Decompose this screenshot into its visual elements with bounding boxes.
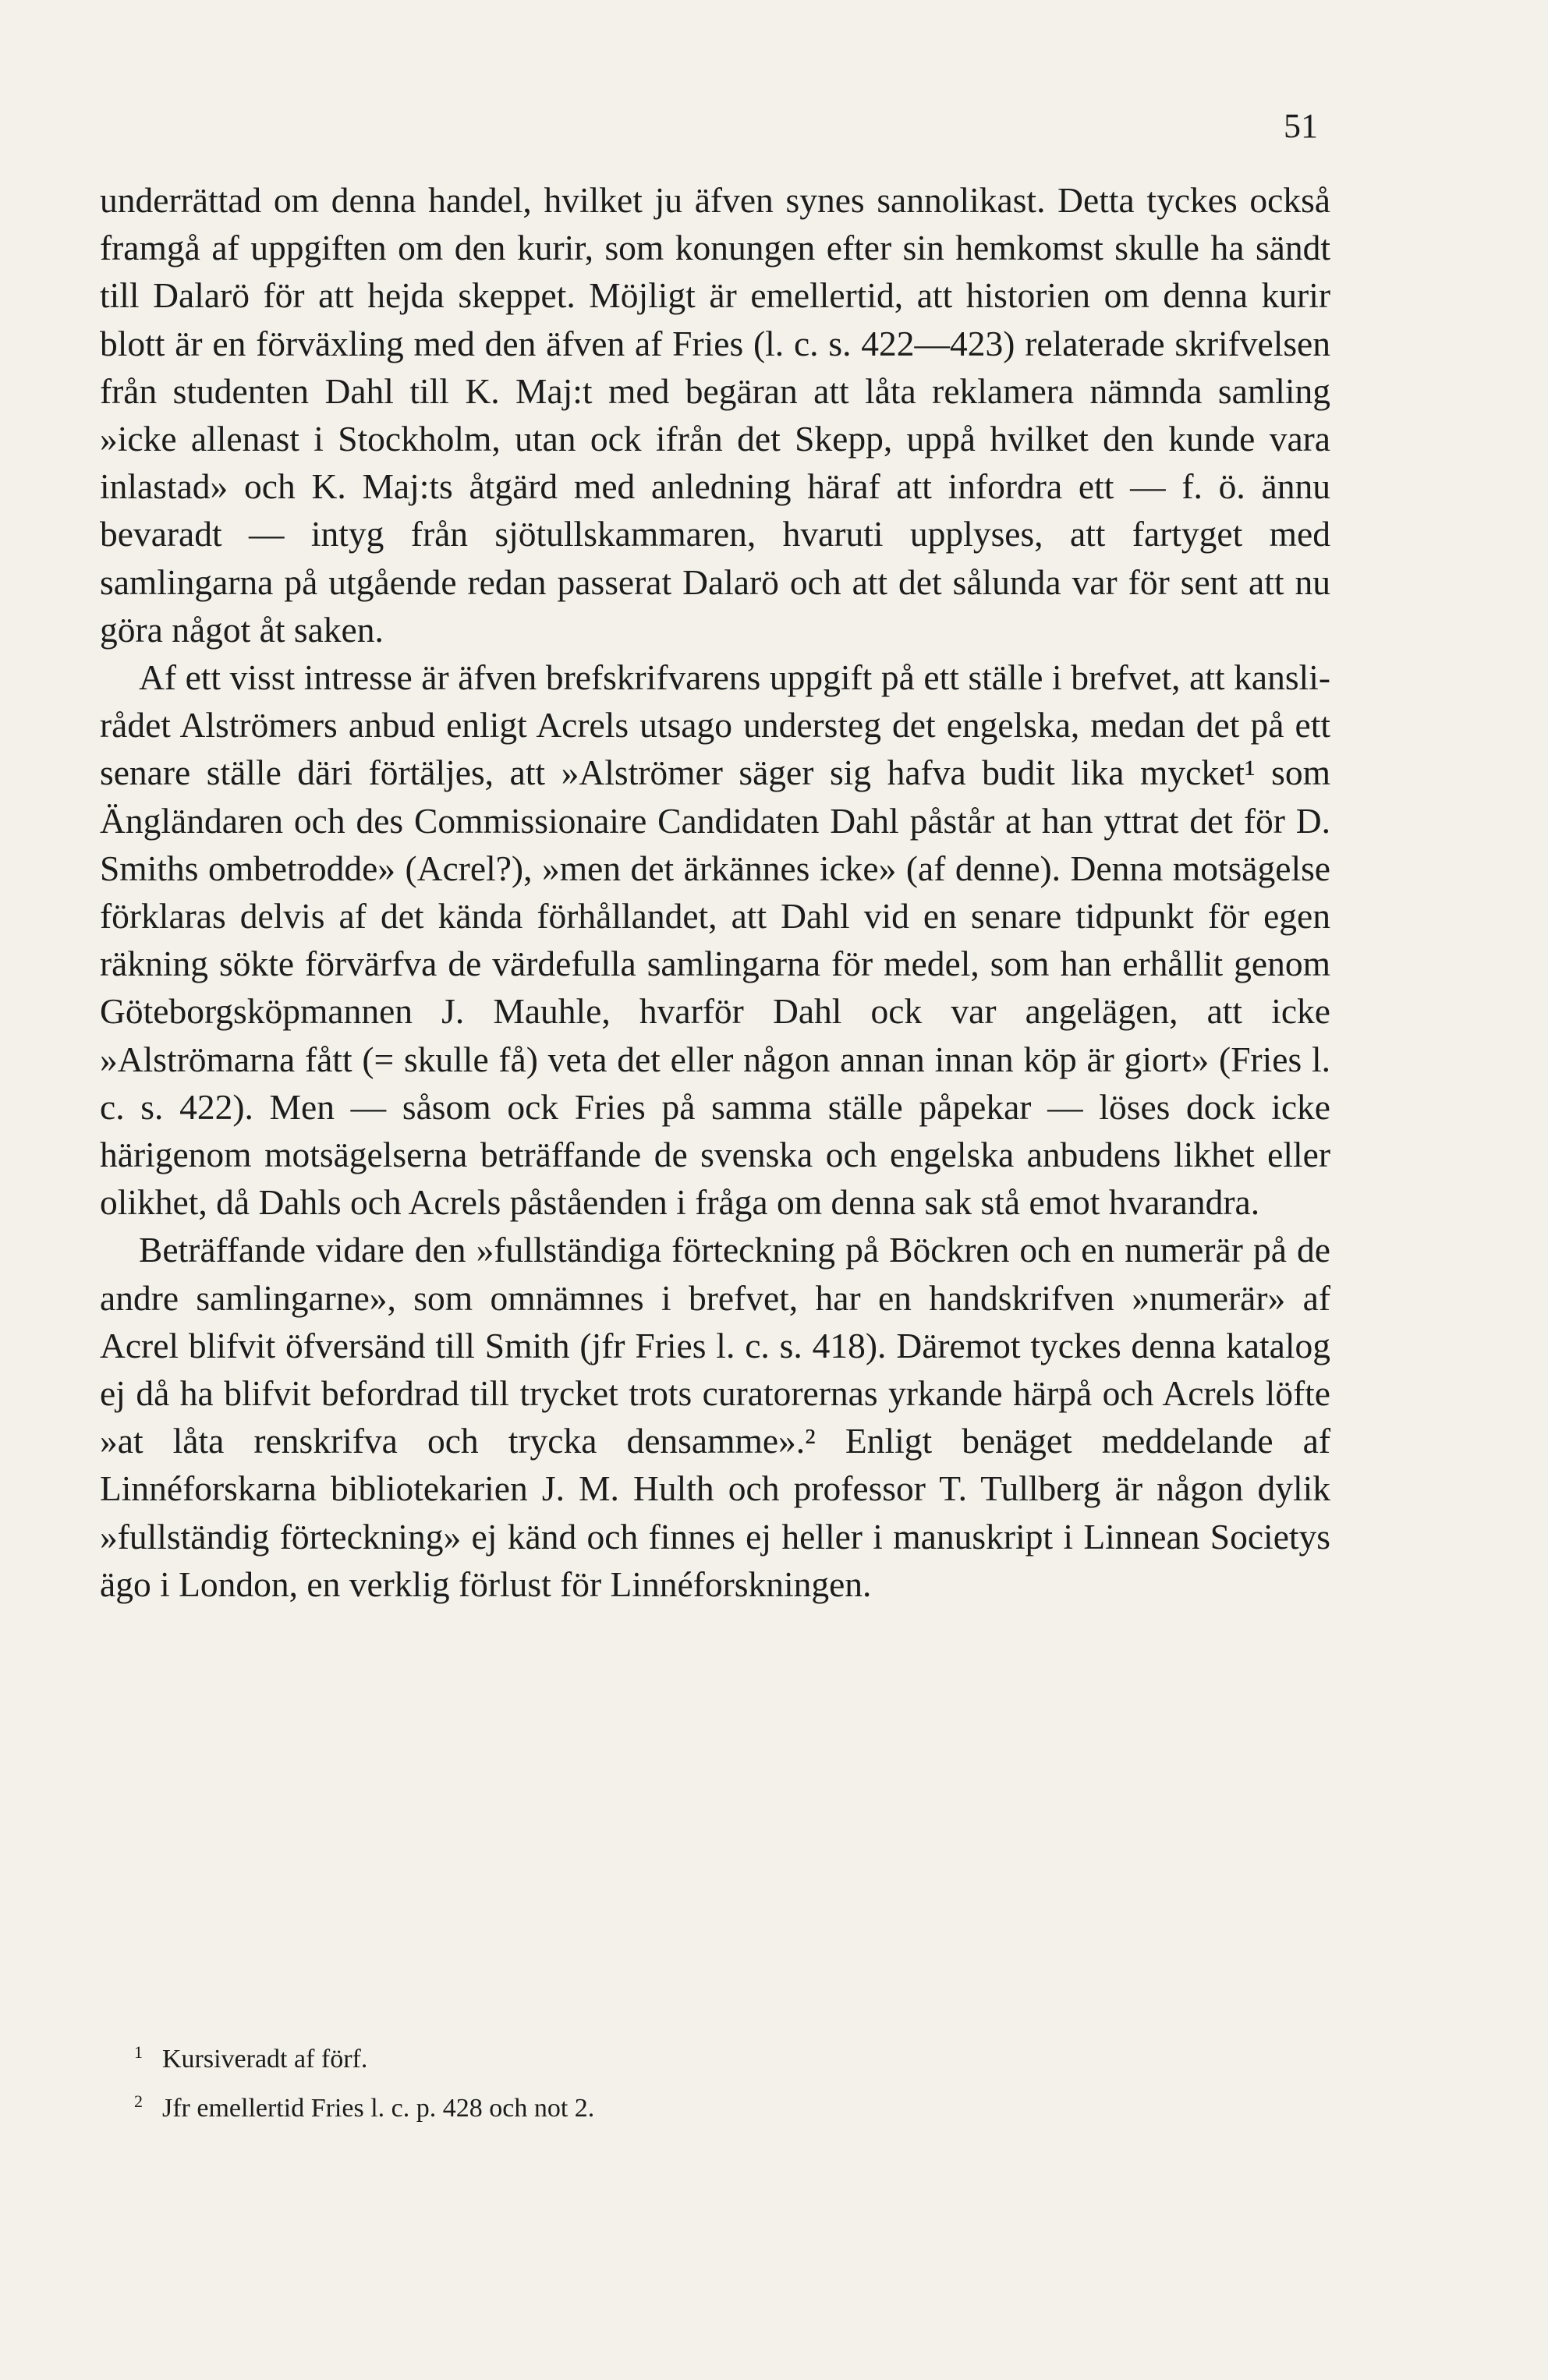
footnote-1 (134, 2031, 1226, 2081)
paragraph-1: underrättad om denna handel, hvilket ju äfven synes sannolikast. Detta tyckes också framgå af uppgiften om den kurir, som konungen efter sin hemkomst skulle ha sändt till Dalarö för att hejda skeppet. Möjligt är emellertid, att historien om denna kurir blott är en förväxling med den äfven af Fries (l. c. s. 422—423) relaterade skrifvelsen från studenten Dahl till K. Maj:t med begäran att låta reklamera nämnda samling »icke allenast i Stockholm, utan ock ifrån det Skepp, uppå hvilket den kunde vara inlastad» och K. Maj:ts åtgärd med anledning häraf att infordra ett — f. ö. ännu bevaradt — intyg från sjötullskammaren, hvaruti upplyses, att fartyget med samlingarna på utgående redan passerat Dalarö och att det sålunda var för sent att nu göra något åt saken. (100, 180, 1330, 650)
page-number: 51 (1284, 107, 1318, 145)
footnote-2 (134, 2081, 1226, 2130)
footnote-text: Kursiveradt af förf. (162, 2045, 368, 2074)
footnote-text: Jfr emellertid Fries l. c. p. 428 och not 2. (162, 2094, 595, 2123)
footnote-mark: 2 (134, 2091, 143, 2111)
footnote-mark: 1 (134, 2042, 143, 2062)
paragraph-3: Beträffande vidare den »fullständiga förteckning på Böckren och en numerär på de andre samlingarne», som omnämnes i brefvet, har en handskrifven »numerär» af Acrel blifvit öfversänd till Smith (jfr Fries l. c. s. 418). Däremot tyckes denna katalog ej då ha blifvit befordrad till trycket trots curatorernas yrkande härpå och Acrels löfte »at låta renskrifva och trycka densamme».² Enligt benäget meddelande af Linnéforskarna bibliotekarien J. M. Hulth och professor T. Tullberg är någon dylik »fullständig förteckning» ej känd och finnes ej heller i manuskript i Linnean Societys ägo i London, en verklig förlust för Linnéforskningen. (100, 1230, 1330, 1604)
paragraph-2: Af ett visst intresse är äfven brefskrifvarens uppgift på ett ställe i brefvet, att kanslirådet Alströmers anbud enligt Acrels utsago understeg det engelska, medan det på ett senare ställe däri förtäljes, att »Alströmer säger sig hafva budit lika mycket¹ som Ängländaren och des Commissionaire Candidaten Dahl påstår at han yttrat det för D. Smiths ombetrodde» (Acrel?), »men det ärkännes icke» (af denne). Denna motsägelse förklaras delvis af det kända förhållandet, att Dahl vid en senare tidpunkt för egen räkning sökte förvärfva de värdefulla samlingarna för medel, som han erhållit genom Göteborgsköpmannen J. Mauhle, hvarför Dahl ock var angelägen, att icke »Alströmarna fått (= skulle få) veta det eller någon annan innan köp är giort» (Fries l. c. s. 422). Men — såsom ock Fries på samma ställe påpekar — löses dock icke härigenom motsägelserna beträffande de svenska och engelska anbudens likhet eller olikhet, då Dahls och Acrels påståenden i fråga om denna sak stå emot hvarandra. (100, 657, 1330, 1223)
body-text (100, 176, 1330, 1608)
footnotes (134, 2031, 1226, 2130)
